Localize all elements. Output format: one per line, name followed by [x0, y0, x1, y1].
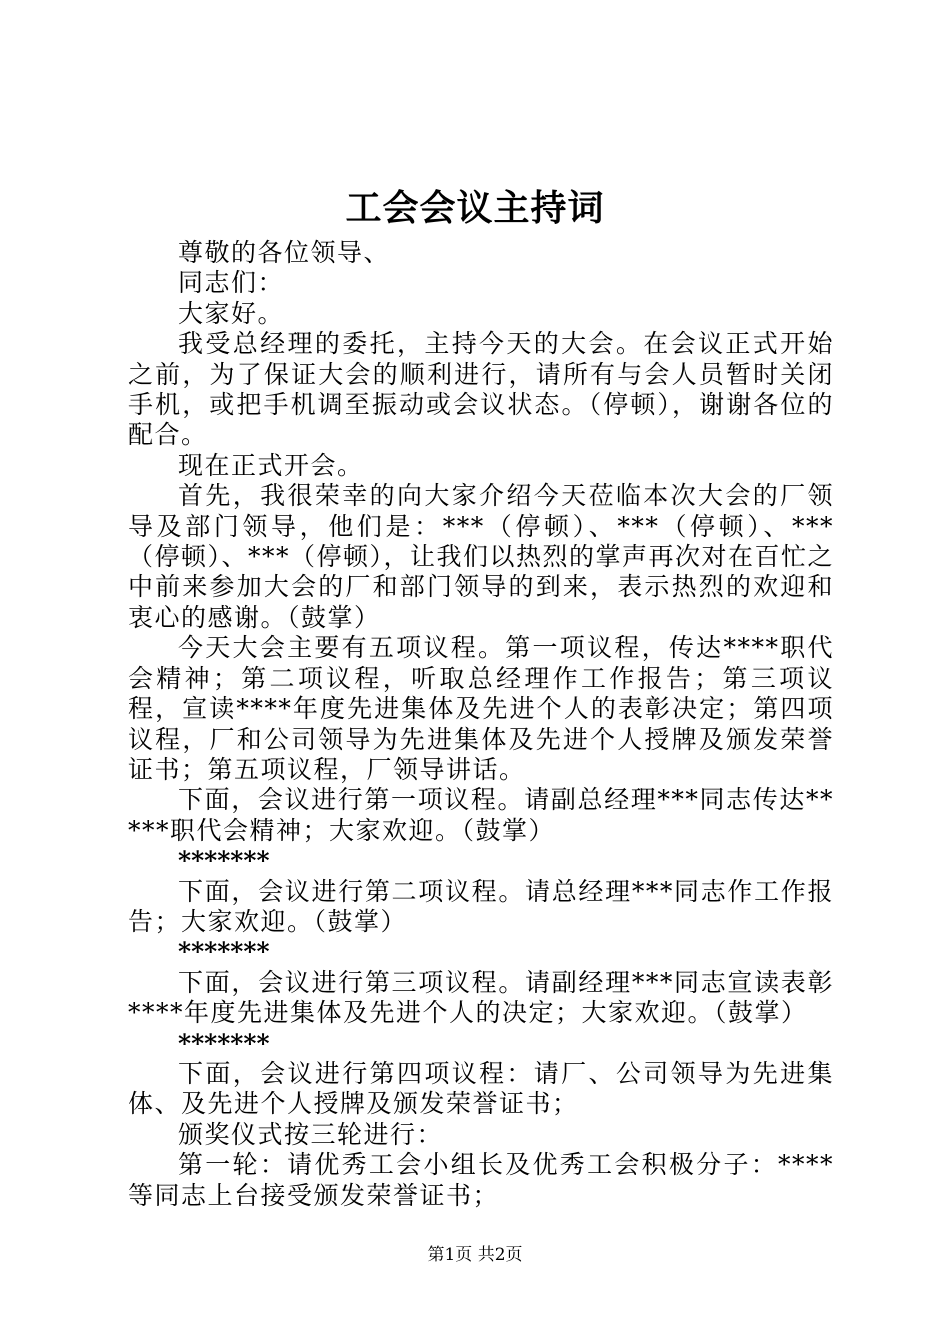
- paragraph: 下面，会议进行第四项议程：请厂、公司领导为先进集体、及先进个人授牌及颁发荣誉证书；: [128, 1058, 834, 1119]
- separator-line: *******: [178, 846, 270, 876]
- paragraph: 下面，会议进行第一项议程。请副总经理***同志传达*****职代会精神；大家欢迎。（鼓掌）: [128, 785, 834, 845]
- document-body: [128, 238, 834, 1211]
- paragraph: 尊敬的各位领导、: [178, 238, 391, 267]
- paragraph: 颁奖仪式按三轮进行：: [178, 1119, 444, 1149]
- paragraph: 第一轮：请优秀工会小组长及优秀工会积极分子：****等同志上台接受颁发荣誉证书；: [128, 1150, 834, 1210]
- paragraph: 现在正式开会。: [178, 450, 364, 480]
- paragraph: 我受总经理的委托，主持今天的大会。在会议正式开始之前，为了保证大会的顺利进行，请所有与会人员暂时关闭手机，或把手机调至振动或会议状态。（停顿），谢谢各位的配合。: [128, 329, 834, 450]
- paragraph: 首先，我很荣幸的向大家介绍今天莅临本次大会的厂领导及部门领导，他们是：***（停顿）、***（停顿）、***（停顿）、***（停顿），让我们以热烈的掌声再次对在百忙之中前来参加大会的厂和部门领导的到来，表示热烈的欢迎和衷心的感谢。（鼓掌）: [128, 481, 835, 632]
- document-title: 工会会议主持词: [345, 187, 605, 229]
- page-footer: 第1页 共2页: [427, 1245, 523, 1265]
- paragraph: 同志们：: [178, 268, 285, 298]
- paragraph: 大家好。: [178, 298, 285, 328]
- paragraph: 下面，会议进行第二项议程。请总经理***同志作工作报告；大家欢迎。（鼓掌）: [128, 876, 834, 936]
- separator-line: *******: [178, 1028, 270, 1058]
- paragraph: 今天大会主要有五项议程。第一项议程，传达****职代会精神；第二项议程，听取总经理作工作报告；第三项议程，宣读****年度先进集体及先进个人的表彰决定；第四项议程，厂和公司领导为先进集体及先进个人授牌及颁发荣誉证书；第五项议程，厂领导讲话。: [128, 633, 834, 784]
- separator-line: *******: [178, 937, 270, 967]
- paragraph: 下面，会议进行第三项议程。请副经理***同志宣读表彰****年度先进集体及先进个人的决定；大家欢迎。（鼓掌）: [128, 967, 834, 1028]
